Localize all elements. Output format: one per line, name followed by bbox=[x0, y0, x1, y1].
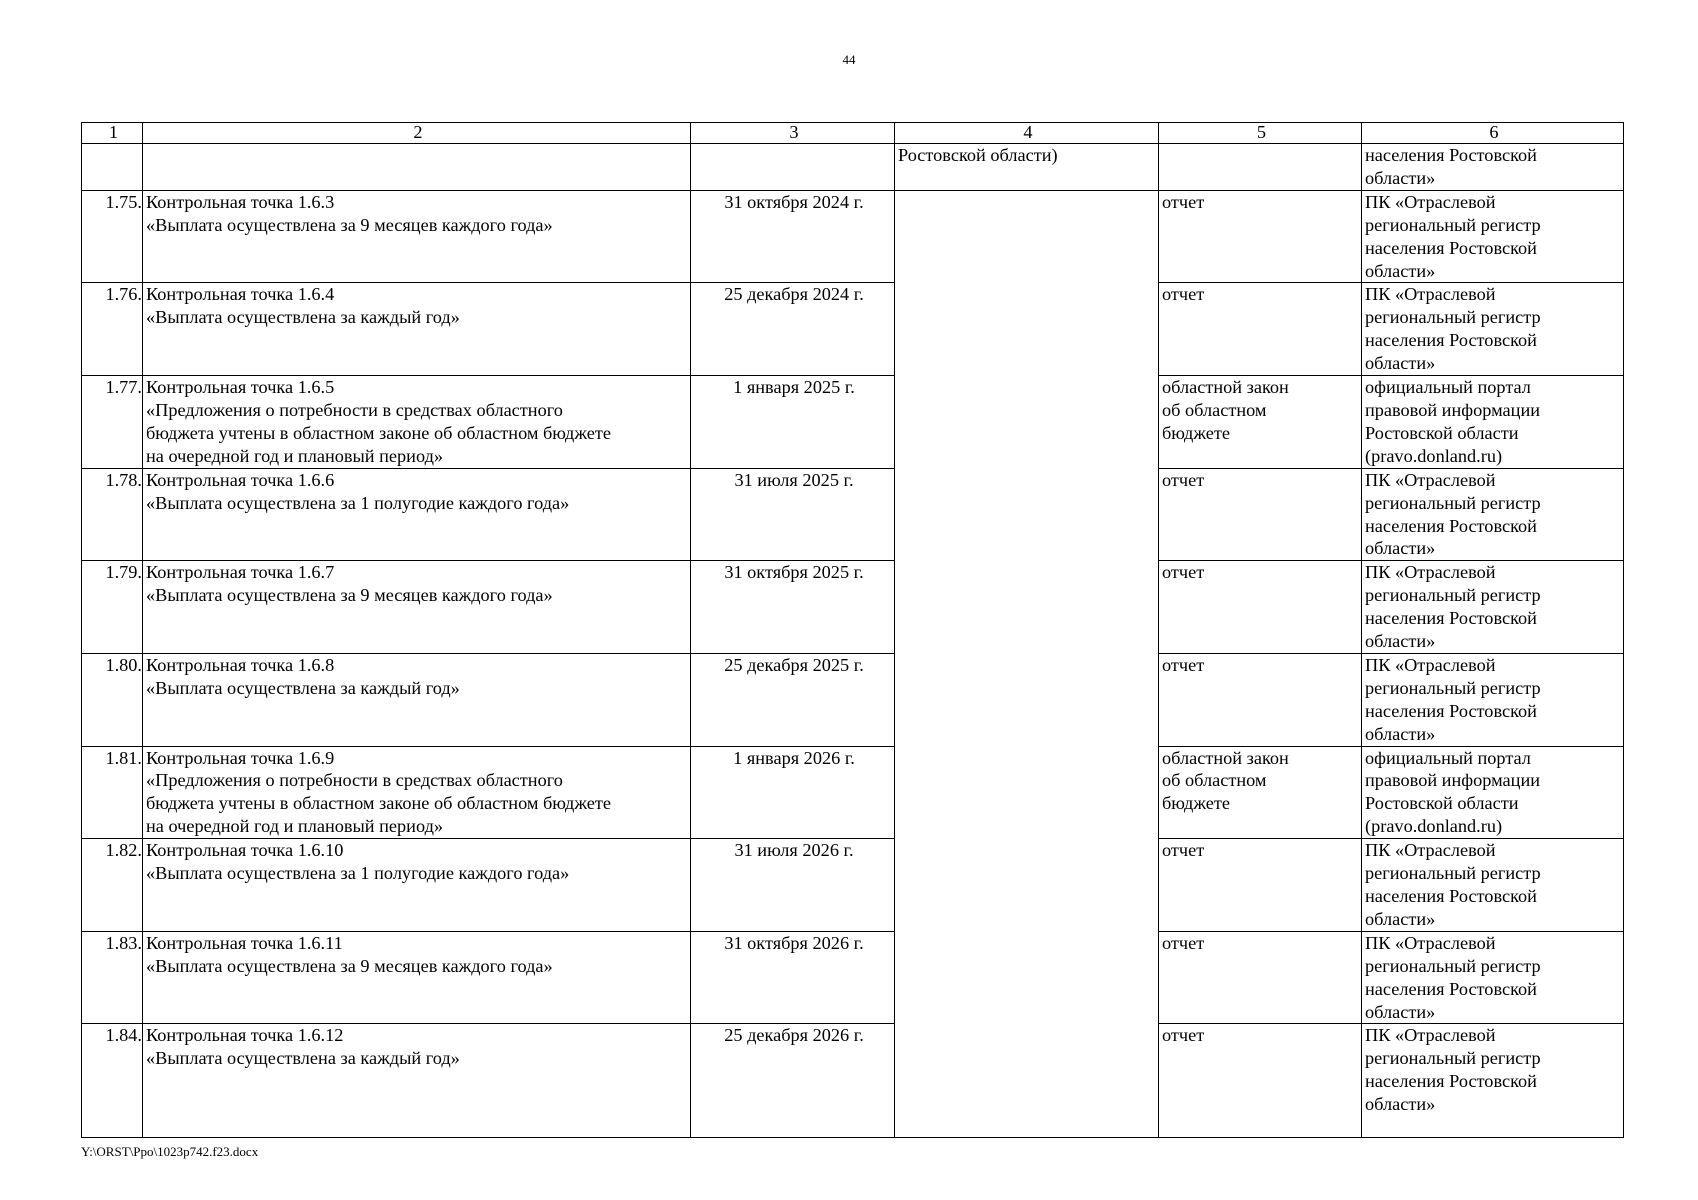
continuation-cell-date bbox=[691, 144, 895, 191]
source-line: ПК «Отраслевой bbox=[1365, 1025, 1496, 1046]
document-line: об областном bbox=[1162, 399, 1267, 420]
description-line: «Выплата осуществлена за 9 месяцев каждого года» bbox=[146, 955, 553, 976]
continuation-cell-responsible: Ростовской области) bbox=[895, 144, 1159, 191]
table-row bbox=[82, 931, 1624, 1024]
description-cell bbox=[143, 190, 691, 283]
document-type-cell bbox=[1159, 1024, 1362, 1138]
description-line: «Выплата осуществлена за 9 месяцев каждого года» bbox=[146, 585, 553, 606]
source-line: официальный портал bbox=[1365, 747, 1531, 768]
source-line: региональный регистр bbox=[1365, 492, 1541, 513]
row-number-cell: 1.82. bbox=[82, 839, 143, 932]
document-type-cell bbox=[1159, 561, 1362, 654]
information-source-cell bbox=[1362, 839, 1624, 932]
source-line: региональный регистр bbox=[1365, 585, 1541, 606]
source-line: области» bbox=[1365, 538, 1436, 559]
source-line: ПК «Отраслевой bbox=[1365, 654, 1496, 675]
source-line: населения Ростовской bbox=[1365, 237, 1537, 258]
document-type-cell bbox=[1159, 376, 1362, 469]
control-point-title: Контрольная точка 1.6.8 bbox=[146, 654, 335, 675]
column-header: 2 bbox=[143, 123, 691, 144]
description-cell bbox=[143, 839, 691, 932]
source-line: Ростовской области bbox=[1365, 422, 1519, 443]
source-line: населения Ростовской bbox=[1365, 515, 1537, 536]
document-type-cell bbox=[1159, 839, 1362, 932]
due-date-cell: 31 октября 2026 г. bbox=[691, 931, 895, 1024]
information-source-cell bbox=[1362, 931, 1624, 1024]
description-line: бюджета учтены в областном законе об областном бюджете bbox=[146, 793, 611, 814]
description-line: «Выплата осуществлена за каждый год» bbox=[146, 677, 460, 698]
source-line: правовой информации bbox=[1365, 770, 1541, 791]
source-line: официальный портал bbox=[1365, 377, 1531, 398]
file-path-footer: Y:\ORST\Ppo\1023p742.f23.docx bbox=[81, 1144, 259, 1159]
source-line: населения Ростовской bbox=[1365, 978, 1537, 999]
description-line: бюджета учтены в областном законе об областном бюджете bbox=[146, 422, 611, 443]
table-row bbox=[82, 839, 1624, 932]
table-row bbox=[82, 561, 1624, 654]
description-line: на очередной год и плановый период» bbox=[146, 445, 444, 466]
control-point-title: Контрольная точка 1.6.4 bbox=[146, 284, 335, 305]
information-source-cell bbox=[1362, 468, 1624, 561]
due-date-cell: 31 октября 2025 г. bbox=[691, 561, 895, 654]
due-date-cell: 31 июля 2025 г. bbox=[691, 468, 895, 561]
source-line: области» bbox=[1365, 167, 1436, 188]
source-line: ПК «Отраслевой bbox=[1365, 562, 1496, 583]
due-date-cell: 25 декабря 2025 г. bbox=[691, 653, 895, 746]
description-line: «Выплата осуществлена за 1 полугодие каждого года» bbox=[146, 863, 570, 884]
description-cell bbox=[143, 931, 691, 1024]
document-line: об областном bbox=[1162, 770, 1267, 791]
source-line: (pravo.donland.ru) bbox=[1365, 816, 1503, 837]
responsible-cell-merged bbox=[895, 190, 1159, 1138]
column-header: 5 bbox=[1159, 123, 1362, 144]
row-number-cell: 1.76. bbox=[82, 283, 143, 376]
control-point-title: Контрольная точка 1.6.5 bbox=[146, 377, 335, 398]
row-number-cell: 1.75. bbox=[82, 190, 143, 283]
source-line: (pravo.donland.ru) bbox=[1365, 445, 1503, 466]
column-number-header-row bbox=[82, 123, 1624, 144]
document-type-cell bbox=[1159, 653, 1362, 746]
source-line: правовой информации bbox=[1365, 399, 1541, 420]
description-cell bbox=[143, 561, 691, 654]
source-line: области» bbox=[1365, 260, 1436, 281]
control-point-title: Контрольная точка 1.6.6 bbox=[146, 469, 335, 490]
source-line: области» bbox=[1365, 631, 1436, 652]
description-line: «Выплата осуществлена за 1 полугодие каждого года» bbox=[146, 492, 570, 513]
information-source-cell bbox=[1362, 376, 1624, 469]
description-line: «Предложения о потребности в средствах областного bbox=[146, 770, 563, 791]
description-line: «Выплата осуществлена за каждый год» bbox=[146, 1048, 460, 1069]
row-number-cell: 1.78. bbox=[82, 468, 143, 561]
source-line: населения Ростовской bbox=[1365, 886, 1537, 906]
information-source-cell bbox=[1362, 561, 1624, 654]
document-line: отчет bbox=[1162, 932, 1205, 953]
source-line: области» bbox=[1365, 1001, 1436, 1022]
source-line: области» bbox=[1365, 908, 1436, 929]
description-cell bbox=[143, 1024, 691, 1138]
information-source-cell bbox=[1362, 283, 1624, 376]
control-point-title: Контрольная точка 1.6.10 bbox=[146, 840, 344, 861]
information-source-cell bbox=[1362, 190, 1624, 283]
source-line: региональный регистр bbox=[1365, 863, 1541, 884]
table-row bbox=[82, 283, 1624, 376]
document-type-cell bbox=[1159, 283, 1362, 376]
due-date-cell: 1 января 2026 г. bbox=[691, 746, 895, 839]
document-type-cell bbox=[1159, 468, 1362, 561]
column-header: 1 bbox=[82, 123, 143, 144]
source-line: населения Ростовской bbox=[1365, 608, 1537, 629]
column-header: 3 bbox=[691, 123, 895, 144]
document-line: отчет bbox=[1162, 562, 1205, 583]
source-line: области» bbox=[1365, 1094, 1436, 1115]
description-cell bbox=[143, 653, 691, 746]
due-date-cell: 25 декабря 2026 г. bbox=[691, 1024, 895, 1138]
source-line: Ростовской области bbox=[1365, 793, 1519, 814]
document-line: отчет bbox=[1162, 284, 1205, 305]
document-type-cell bbox=[1159, 746, 1362, 839]
continuation-cell-source bbox=[1362, 144, 1624, 191]
information-source-cell bbox=[1362, 746, 1624, 839]
description-line: «Предложения о потребности в средствах областного bbox=[146, 399, 563, 420]
description-cell bbox=[143, 283, 691, 376]
description-line: «Выплата осуществлена за 9 месяцев каждого года» bbox=[146, 214, 553, 235]
due-date-cell: 31 июля 2026 г. bbox=[691, 839, 895, 932]
document-line: отчет bbox=[1162, 1025, 1205, 1046]
document-line: бюджете bbox=[1162, 422, 1230, 443]
due-date-cell: 1 января 2025 г. bbox=[691, 376, 895, 469]
control-point-title: Контрольная точка 1.6.12 bbox=[146, 1025, 344, 1046]
page-number: 44 bbox=[842, 52, 856, 67]
table-row bbox=[82, 376, 1624, 469]
document-type-cell bbox=[1159, 931, 1362, 1024]
source-line: населения Ростовской bbox=[1365, 145, 1537, 165]
source-line: региональный регистр bbox=[1365, 307, 1541, 328]
continuation-cell-doc bbox=[1159, 144, 1362, 191]
due-date-cell: 25 декабря 2024 г. bbox=[691, 283, 895, 376]
source-line: населения Ростовской bbox=[1365, 700, 1537, 721]
row-number-cell: 1.84. bbox=[82, 1024, 143, 1138]
source-line: ПК «Отраслевой bbox=[1365, 469, 1496, 490]
source-line: области» bbox=[1365, 723, 1436, 744]
control-point-title: Контрольная точка 1.6.3 bbox=[146, 191, 335, 212]
continuation-cell-desc bbox=[143, 144, 691, 191]
table-row bbox=[82, 746, 1624, 839]
table-row bbox=[82, 653, 1624, 746]
due-date-cell: 31 октября 2024 г. bbox=[691, 190, 895, 283]
row-number-cell: 1.77. bbox=[82, 376, 143, 469]
source-line: региональный регистр bbox=[1365, 1048, 1541, 1069]
table-row bbox=[82, 468, 1624, 561]
control-point-title: Контрольная точка 1.6.9 bbox=[146, 747, 335, 768]
information-source-cell bbox=[1362, 1024, 1624, 1138]
control-point-title: Контрольная точка 1.6.11 bbox=[146, 932, 343, 953]
information-source-cell bbox=[1362, 653, 1624, 746]
description-line: на очередной год и плановый период» bbox=[146, 816, 444, 837]
source-line: населения Ростовской bbox=[1365, 1071, 1537, 1092]
source-line: ПК «Отраслевой bbox=[1365, 191, 1496, 212]
document-line: отчет bbox=[1162, 191, 1205, 212]
table-row bbox=[82, 190, 1624, 283]
control-points-table bbox=[81, 122, 1624, 1138]
source-line: населения Ростовской bbox=[1365, 330, 1537, 351]
source-line: ПК «Отраслевой bbox=[1365, 840, 1496, 861]
document-line: отчет bbox=[1162, 840, 1205, 861]
source-line: области» bbox=[1365, 353, 1436, 374]
description-line: «Выплата осуществлена за каждый год» bbox=[146, 307, 460, 328]
description-cell bbox=[143, 376, 691, 469]
source-line: региональный регистр bbox=[1365, 677, 1541, 698]
document-type-cell bbox=[1159, 190, 1362, 283]
description-cell bbox=[143, 746, 691, 839]
source-line: региональный регистр bbox=[1365, 955, 1541, 976]
document-line: отчет bbox=[1162, 469, 1205, 490]
column-header: 4 bbox=[895, 123, 1159, 144]
document-line: областной закон bbox=[1162, 747, 1289, 768]
continuation-cell-num bbox=[82, 144, 143, 191]
source-line: ПК «Отраслевой bbox=[1365, 932, 1496, 953]
row-number-cell: 1.79. bbox=[82, 561, 143, 654]
row-number-cell: 1.81. bbox=[82, 746, 143, 839]
source-line: региональный регистр bbox=[1365, 214, 1541, 235]
description-cell bbox=[143, 468, 691, 561]
control-point-title: Контрольная точка 1.6.7 bbox=[146, 562, 335, 583]
source-line: ПК «Отраслевой bbox=[1365, 284, 1496, 305]
continuation-row bbox=[82, 144, 1624, 191]
document-line: бюджете bbox=[1162, 793, 1230, 814]
row-number-cell: 1.83. bbox=[82, 931, 143, 1024]
row-number-cell: 1.80. bbox=[82, 653, 143, 746]
table-row bbox=[82, 1024, 1624, 1138]
column-header: 6 bbox=[1362, 123, 1624, 144]
document-line: отчет bbox=[1162, 654, 1205, 675]
document-line: областной закон bbox=[1162, 377, 1289, 398]
